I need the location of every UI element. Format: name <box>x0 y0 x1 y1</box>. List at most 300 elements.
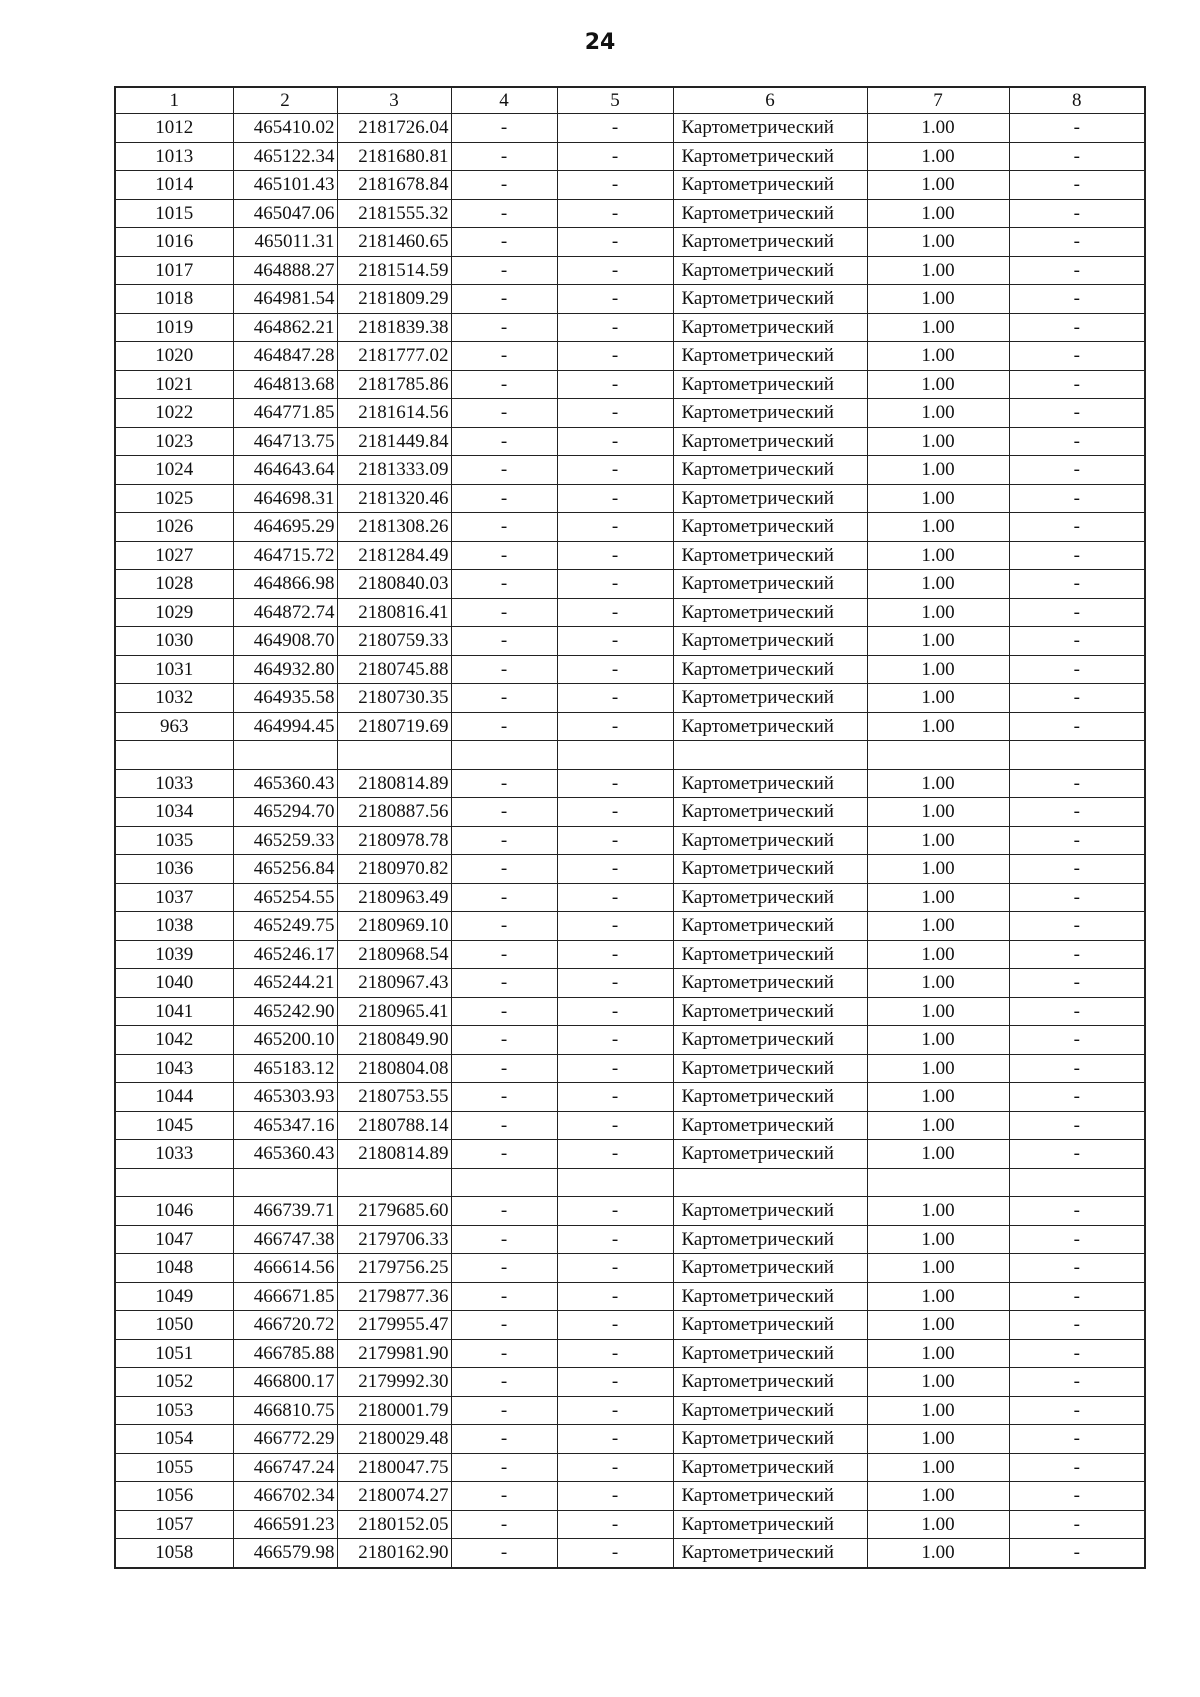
col8-cell: - <box>1009 370 1145 399</box>
x-coordinate-cell: 464862.21 <box>233 313 337 342</box>
y-coordinate-cell: 2180968.54 <box>337 940 451 969</box>
point-number-cell: 1040 <box>115 969 233 998</box>
table-row <box>115 1311 1145 1340</box>
point-number-cell: 1012 <box>115 114 233 143</box>
point-number-cell: 1027 <box>115 541 233 570</box>
accuracy-cell: 1.00 <box>867 1482 1009 1511</box>
col5-cell: - <box>557 1539 673 1568</box>
table-row <box>115 1225 1145 1254</box>
point-number-cell: 1025 <box>115 484 233 513</box>
point-number-cell: 1052 <box>115 1368 233 1397</box>
point-number-cell: 1043 <box>115 1054 233 1083</box>
method-cell: Картометрический <box>673 883 867 912</box>
accuracy-cell: 1.00 <box>867 456 1009 485</box>
x-coordinate-cell: 465011.31 <box>233 228 337 257</box>
method-cell: Картометрический <box>673 342 867 371</box>
col5-cell: - <box>557 684 673 713</box>
col5-cell <box>557 741 673 770</box>
accuracy-cell: 1.00 <box>867 228 1009 257</box>
col5-cell: - <box>557 1054 673 1083</box>
col4-cell: - <box>451 883 557 912</box>
accuracy-cell: 1.00 <box>867 798 1009 827</box>
col8-cell: - <box>1009 1225 1145 1254</box>
x-coordinate-cell: 465360.43 <box>233 769 337 798</box>
method-cell: Картометрический <box>673 655 867 684</box>
table-row <box>115 598 1145 627</box>
accuracy-cell: 1.00 <box>867 399 1009 428</box>
accuracy-cell: 1.00 <box>867 997 1009 1026</box>
table-row <box>115 997 1145 1026</box>
method-cell: Картометрический <box>673 1368 867 1397</box>
point-number-cell: 1056 <box>115 1482 233 1511</box>
x-coordinate-cell: 464813.68 <box>233 370 337 399</box>
point-number-cell: 1035 <box>115 826 233 855</box>
table-row <box>115 1140 1145 1169</box>
table-row <box>115 1197 1145 1226</box>
method-cell: Картометрический <box>673 399 867 428</box>
table-row <box>115 171 1145 200</box>
col8-cell: - <box>1009 1083 1145 1112</box>
accuracy-cell: 1.00 <box>867 370 1009 399</box>
table-row <box>115 541 1145 570</box>
accuracy-cell: 1.00 <box>867 1368 1009 1397</box>
col4-cell: - <box>451 1396 557 1425</box>
y-coordinate-cell: 2180970.82 <box>337 855 451 884</box>
accuracy-cell: 1.00 <box>867 1453 1009 1482</box>
point-number-cell: 1022 <box>115 399 233 428</box>
accuracy-cell: 1.00 <box>867 855 1009 884</box>
col4-cell: - <box>451 1111 557 1140</box>
y-coordinate-cell: 2181333.09 <box>337 456 451 485</box>
point-number-cell: 1029 <box>115 598 233 627</box>
col8-cell: - <box>1009 142 1145 171</box>
col8-cell: - <box>1009 313 1145 342</box>
accuracy-cell <box>867 741 1009 770</box>
col4-cell: - <box>451 256 557 285</box>
y-coordinate-cell: 2181614.56 <box>337 399 451 428</box>
table-row <box>115 655 1145 684</box>
col5-cell: - <box>557 199 673 228</box>
col5-cell: - <box>557 313 673 342</box>
method-cell: Картометрический <box>673 256 867 285</box>
method-cell: Картометрический <box>673 940 867 969</box>
y-coordinate-cell: 2180001.79 <box>337 1396 451 1425</box>
x-coordinate-cell: 465122.34 <box>233 142 337 171</box>
column-header-1: 1 <box>115 87 233 114</box>
x-coordinate-cell: 464698.31 <box>233 484 337 513</box>
x-coordinate-cell: 466785.88 <box>233 1339 337 1368</box>
point-number-cell: 1019 <box>115 313 233 342</box>
point-number-cell: 1048 <box>115 1254 233 1283</box>
table-row <box>115 741 1145 770</box>
col8-cell: - <box>1009 1453 1145 1482</box>
point-number-cell: 1030 <box>115 627 233 656</box>
col8-cell: - <box>1009 199 1145 228</box>
col5-cell: - <box>557 997 673 1026</box>
table-row <box>115 114 1145 143</box>
x-coordinate-cell <box>233 1168 337 1197</box>
table-row <box>115 940 1145 969</box>
point-number-cell: 1042 <box>115 1026 233 1055</box>
col8-cell: - <box>1009 940 1145 969</box>
col5-cell <box>557 1168 673 1197</box>
table-row <box>115 769 1145 798</box>
x-coordinate-cell: 465303.93 <box>233 1083 337 1112</box>
accuracy-cell: 1.00 <box>867 655 1009 684</box>
col4-cell: - <box>451 228 557 257</box>
col4-cell: - <box>451 1510 557 1539</box>
col4-cell: - <box>451 199 557 228</box>
x-coordinate-cell: 466702.34 <box>233 1482 337 1511</box>
method-cell: Картометрический <box>673 370 867 399</box>
x-coordinate-cell: 464908.70 <box>233 627 337 656</box>
col5-cell: - <box>557 1368 673 1397</box>
col4-cell: - <box>451 798 557 827</box>
col8-cell: - <box>1009 513 1145 542</box>
column-header-7: 7 <box>867 87 1009 114</box>
col8-cell: - <box>1009 1026 1145 1055</box>
col5-cell: - <box>557 769 673 798</box>
table-row <box>115 1396 1145 1425</box>
col8-cell: - <box>1009 1111 1145 1140</box>
col8-cell: - <box>1009 1254 1145 1283</box>
method-cell: Картометрический <box>673 541 867 570</box>
accuracy-cell: 1.00 <box>867 684 1009 713</box>
method-cell: Картометрический <box>673 1510 867 1539</box>
col5-cell: - <box>557 1510 673 1539</box>
y-coordinate-cell: 2180969.10 <box>337 912 451 941</box>
y-coordinate-cell: 2180719.69 <box>337 712 451 741</box>
table-row <box>115 826 1145 855</box>
col8-cell: - <box>1009 570 1145 599</box>
x-coordinate-cell: 466591.23 <box>233 1510 337 1539</box>
col4-cell: - <box>451 1453 557 1482</box>
col4-cell: - <box>451 1368 557 1397</box>
table-row <box>115 855 1145 884</box>
x-coordinate-cell: 465410.02 <box>233 114 337 143</box>
page-number: 24 <box>584 30 616 55</box>
col4-cell: - <box>451 655 557 684</box>
point-number-cell: 1044 <box>115 1083 233 1112</box>
col4-cell: - <box>451 427 557 456</box>
col8-cell: - <box>1009 1510 1145 1539</box>
point-number-cell: 1049 <box>115 1282 233 1311</box>
y-coordinate-cell: 2181809.29 <box>337 285 451 314</box>
method-cell: Картометрический <box>673 199 867 228</box>
y-coordinate-cell: 2180759.33 <box>337 627 451 656</box>
point-number-cell <box>115 741 233 770</box>
col8-cell: - <box>1009 855 1145 884</box>
col5-cell: - <box>557 256 673 285</box>
method-cell: Картометрический <box>673 1254 867 1283</box>
y-coordinate-cell: 2179981.90 <box>337 1339 451 1368</box>
accuracy-cell: 1.00 <box>867 969 1009 998</box>
x-coordinate-cell: 464847.28 <box>233 342 337 371</box>
table-row <box>115 1539 1145 1568</box>
y-coordinate-cell: 2179877.36 <box>337 1282 451 1311</box>
y-coordinate-cell: 2180162.90 <box>337 1539 451 1568</box>
col8-cell: - <box>1009 1140 1145 1169</box>
col4-cell: - <box>451 712 557 741</box>
col8-cell: - <box>1009 256 1145 285</box>
method-cell: Картометрический <box>673 1539 867 1568</box>
method-cell: Картометрический <box>673 1453 867 1482</box>
table-row <box>115 570 1145 599</box>
accuracy-cell: 1.00 <box>867 1425 1009 1454</box>
method-cell: Картометрический <box>673 798 867 827</box>
col8-cell: - <box>1009 598 1145 627</box>
method-cell: Картометрический <box>673 171 867 200</box>
x-coordinate-cell <box>233 741 337 770</box>
col5-cell: - <box>557 940 673 969</box>
x-coordinate-cell: 464935.58 <box>233 684 337 713</box>
table-row <box>115 313 1145 342</box>
col8-cell: - <box>1009 541 1145 570</box>
y-coordinate-cell: 2180887.56 <box>337 798 451 827</box>
col5-cell: - <box>557 969 673 998</box>
table-row <box>115 1453 1145 1482</box>
method-cell: Картометрический <box>673 598 867 627</box>
point-number-cell: 1053 <box>115 1396 233 1425</box>
x-coordinate-cell: 465249.75 <box>233 912 337 941</box>
col5-cell: - <box>557 1425 673 1454</box>
col4-cell: - <box>451 1539 557 1568</box>
point-number-cell: 1033 <box>115 769 233 798</box>
col4-cell: - <box>451 912 557 941</box>
y-coordinate-cell: 2180967.43 <box>337 969 451 998</box>
method-cell: Картометрический <box>673 712 867 741</box>
accuracy-cell: 1.00 <box>867 313 1009 342</box>
col5-cell: - <box>557 342 673 371</box>
table-row <box>115 969 1145 998</box>
col8-cell: - <box>1009 285 1145 314</box>
col4-cell: - <box>451 142 557 171</box>
x-coordinate-cell: 465246.17 <box>233 940 337 969</box>
method-cell: Картометрический <box>673 114 867 143</box>
method-cell: Картометрический <box>673 285 867 314</box>
accuracy-cell: 1.00 <box>867 513 1009 542</box>
x-coordinate-cell: 465200.10 <box>233 1026 337 1055</box>
column-header-4: 4 <box>451 87 557 114</box>
accuracy-cell: 1.00 <box>867 883 1009 912</box>
table-row <box>115 684 1145 713</box>
x-coordinate-cell: 465254.55 <box>233 883 337 912</box>
table-row <box>115 883 1145 912</box>
x-coordinate-cell: 464932.80 <box>233 655 337 684</box>
y-coordinate-cell: 2180788.14 <box>337 1111 451 1140</box>
col4-cell: - <box>451 684 557 713</box>
table-row <box>115 427 1145 456</box>
col5-cell: - <box>557 285 673 314</box>
accuracy-cell: 1.00 <box>867 826 1009 855</box>
col8-cell: - <box>1009 997 1145 1026</box>
col4-cell: - <box>451 1083 557 1112</box>
col5-cell: - <box>557 513 673 542</box>
table-row <box>115 399 1145 428</box>
point-number-cell: 1055 <box>115 1453 233 1482</box>
col4-cell: - <box>451 1197 557 1226</box>
accuracy-cell: 1.00 <box>867 1111 1009 1140</box>
y-coordinate-cell: 2180029.48 <box>337 1425 451 1454</box>
y-coordinate-cell: 2180047.75 <box>337 1453 451 1482</box>
accuracy-cell: 1.00 <box>867 940 1009 969</box>
accuracy-cell: 1.00 <box>867 912 1009 941</box>
y-coordinate-cell: 2179955.47 <box>337 1311 451 1340</box>
accuracy-cell: 1.00 <box>867 769 1009 798</box>
x-coordinate-cell: 466720.72 <box>233 1311 337 1340</box>
point-number-cell: 1054 <box>115 1425 233 1454</box>
col5-cell: - <box>557 484 673 513</box>
col5-cell: - <box>557 598 673 627</box>
x-coordinate-cell: 465244.21 <box>233 969 337 998</box>
method-cell: Картометрический <box>673 627 867 656</box>
y-coordinate-cell: 2180814.89 <box>337 1140 451 1169</box>
y-coordinate-cell: 2181460.65 <box>337 228 451 257</box>
y-coordinate-cell: 2179685.60 <box>337 1197 451 1226</box>
col5-cell: - <box>557 570 673 599</box>
col5-cell: - <box>557 1254 673 1283</box>
table-row <box>115 1282 1145 1311</box>
col8-cell: - <box>1009 826 1145 855</box>
point-number-cell: 1032 <box>115 684 233 713</box>
col4-cell: - <box>451 1054 557 1083</box>
y-coordinate-cell: 2180730.35 <box>337 684 451 713</box>
accuracy-cell: 1.00 <box>867 1140 1009 1169</box>
method-cell: Картометрический <box>673 826 867 855</box>
accuracy-cell: 1.00 <box>867 142 1009 171</box>
point-number-cell: 1041 <box>115 997 233 1026</box>
col4-cell: - <box>451 855 557 884</box>
accuracy-cell: 1.00 <box>867 1396 1009 1425</box>
y-coordinate-cell: 2181308.26 <box>337 513 451 542</box>
method-cell: Картометрический <box>673 1396 867 1425</box>
accuracy-cell: 1.00 <box>867 1225 1009 1254</box>
coordinates-table <box>114 86 1146 1569</box>
column-header-8: 8 <box>1009 87 1145 114</box>
point-number-cell: 1024 <box>115 456 233 485</box>
col4-cell: - <box>451 1311 557 1340</box>
col4-cell: - <box>451 456 557 485</box>
method-cell: Картометрический <box>673 1083 867 1112</box>
col5-cell: - <box>557 456 673 485</box>
col8-cell: - <box>1009 798 1145 827</box>
method-cell: Картометрический <box>673 997 867 1026</box>
col5-cell: - <box>557 1140 673 1169</box>
col5-cell: - <box>557 712 673 741</box>
col8-cell: - <box>1009 769 1145 798</box>
col8-cell: - <box>1009 427 1145 456</box>
point-number-cell: 1013 <box>115 142 233 171</box>
method-cell: Картометрический <box>673 142 867 171</box>
col8-cell: - <box>1009 1339 1145 1368</box>
method-cell <box>673 1168 867 1197</box>
y-coordinate-cell: 2180965.41 <box>337 997 451 1026</box>
accuracy-cell: 1.00 <box>867 627 1009 656</box>
method-cell: Картометрический <box>673 513 867 542</box>
accuracy-cell: 1.00 <box>867 1254 1009 1283</box>
col4-cell: - <box>451 1282 557 1311</box>
table-row <box>115 1510 1145 1539</box>
column-header-3: 3 <box>337 87 451 114</box>
table-body <box>115 87 1145 1568</box>
x-coordinate-cell: 465347.16 <box>233 1111 337 1140</box>
accuracy-cell: 1.00 <box>867 1539 1009 1568</box>
col4-cell: - <box>451 541 557 570</box>
col8-cell: - <box>1009 1539 1145 1568</box>
col4-cell: - <box>451 114 557 143</box>
col5-cell: - <box>557 1111 673 1140</box>
x-coordinate-cell: 464715.72 <box>233 541 337 570</box>
accuracy-cell: 1.00 <box>867 1282 1009 1311</box>
x-coordinate-cell: 466671.85 <box>233 1282 337 1311</box>
point-number-cell: 963 <box>115 712 233 741</box>
col5-cell: - <box>557 1453 673 1482</box>
x-coordinate-cell: 464872.74 <box>233 598 337 627</box>
col5-cell: - <box>557 655 673 684</box>
accuracy-cell: 1.00 <box>867 114 1009 143</box>
x-coordinate-cell: 466810.75 <box>233 1396 337 1425</box>
point-number-cell: 1014 <box>115 171 233 200</box>
col5-cell: - <box>557 1225 673 1254</box>
method-cell: Картометрический <box>673 769 867 798</box>
accuracy-cell: 1.00 <box>867 199 1009 228</box>
y-coordinate-cell: 2179992.30 <box>337 1368 451 1397</box>
col5-cell: - <box>557 541 673 570</box>
y-coordinate-cell: 2180814.89 <box>337 769 451 798</box>
accuracy-cell: 1.00 <box>867 171 1009 200</box>
y-coordinate-cell: 2181680.81 <box>337 142 451 171</box>
accuracy-cell: 1.00 <box>867 1197 1009 1226</box>
y-coordinate-cell: 2181777.02 <box>337 342 451 371</box>
col4-cell: - <box>451 1482 557 1511</box>
accuracy-cell: 1.00 <box>867 484 1009 513</box>
table-row <box>115 1054 1145 1083</box>
point-number-cell: 1018 <box>115 285 233 314</box>
table-row <box>115 199 1145 228</box>
table-row <box>115 1482 1145 1511</box>
col5-cell: - <box>557 855 673 884</box>
table-row <box>115 513 1145 542</box>
accuracy-cell: 1.00 <box>867 541 1009 570</box>
x-coordinate-cell: 466579.98 <box>233 1539 337 1568</box>
col8-cell: - <box>1009 1311 1145 1340</box>
col8-cell: - <box>1009 912 1145 941</box>
table-row <box>115 456 1145 485</box>
col8-cell: - <box>1009 1396 1145 1425</box>
y-coordinate-cell: 2180745.88 <box>337 655 451 684</box>
x-coordinate-cell: 464994.45 <box>233 712 337 741</box>
col5-cell: - <box>557 1339 673 1368</box>
col5-cell: - <box>557 171 673 200</box>
table-row <box>115 912 1145 941</box>
y-coordinate-cell: 2181320.46 <box>337 484 451 513</box>
method-cell <box>673 741 867 770</box>
col5-cell: - <box>557 1482 673 1511</box>
y-coordinate-cell: 2179706.33 <box>337 1225 451 1254</box>
table-row <box>115 228 1145 257</box>
table-row <box>115 1425 1145 1454</box>
point-number-cell: 1045 <box>115 1111 233 1140</box>
table-row <box>115 1339 1145 1368</box>
x-coordinate-cell: 464695.29 <box>233 513 337 542</box>
table-row <box>115 370 1145 399</box>
accuracy-cell: 1.00 <box>867 342 1009 371</box>
point-number-cell: 1026 <box>115 513 233 542</box>
x-coordinate-cell: 465256.84 <box>233 855 337 884</box>
table-row <box>115 798 1145 827</box>
x-coordinate-cell: 465294.70 <box>233 798 337 827</box>
accuracy-cell: 1.00 <box>867 570 1009 599</box>
